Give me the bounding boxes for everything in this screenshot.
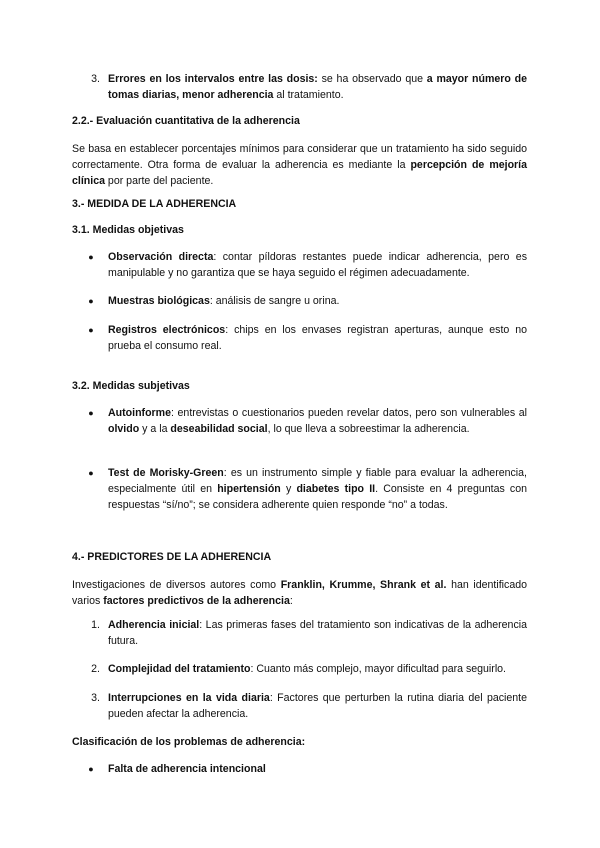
- item-text: : es un instrumento simple y fiable para evaluar la adherencia, especialmente útil en: [108, 467, 527, 495]
- para-text: han identificado varios: [72, 579, 528, 607]
- item-text: : chips en los envases registran aperturas, aunque esto no prueba el consumo real.: [108, 324, 527, 352]
- section-4-heading: 4.- PREDICTORES DE LA ADHERENCIA: [72, 551, 272, 563]
- item-term: Registros electrónicos: [108, 324, 226, 336]
- item-term: Adherencia inicial: [108, 619, 200, 631]
- item-term: Errores en los intervalos entre las dosis:: [108, 73, 318, 85]
- classification-heading: Clasificación de los problemas de adherencia:: [72, 736, 306, 748]
- predictor-item-2: [72, 661, 527, 677]
- section-2-2-heading: 2.2.- Evaluación cuantitativa de la adherencia: [72, 115, 300, 127]
- bullet-item-intencional: [72, 761, 527, 777]
- item-emphasis: hipertensión: [217, 483, 281, 495]
- item-number: 2.: [91, 663, 100, 675]
- item-text-end: , lo que lleva a sobreestimar la adherencia.: [267, 423, 470, 435]
- predictor-item-1: [72, 617, 527, 649]
- item-text: : Factores que perturben la rutina diaria del paciente pueden afectar la adherencia.: [108, 692, 528, 720]
- item-text: y a la: [139, 423, 171, 435]
- item-text: : análisis de sangre u orina.: [209, 295, 340, 307]
- section-3-1-heading: 3.1. Medidas objetivas: [72, 224, 184, 236]
- item-text: se ha observado que: [317, 73, 427, 85]
- numbered-item-3: [72, 71, 527, 103]
- item-term: Complejidad del tratamiento: [108, 663, 251, 675]
- para-text: Investigaciones de diversos autores como: [72, 579, 281, 591]
- item-text: : Las primeras fases del tratamiento son indicativas de la adherencia futura.: [108, 619, 527, 647]
- item-emphasis: deseabilidad social: [170, 423, 268, 435]
- para-emphasis: percepción de mejoría clínica: [72, 159, 527, 187]
- item-emphasis: diabetes tipo II: [296, 483, 376, 495]
- item-number: 1.: [91, 619, 100, 631]
- item-emphasis: a mayor número de tomas diarias, menor adherencia: [108, 73, 527, 101]
- item-number: 3.: [91, 73, 100, 85]
- bullet-item-observacion: [72, 249, 527, 281]
- para-text-end: por parte del paciente.: [104, 175, 214, 187]
- section-3-heading: 3.- MEDIDA DE LA ADHERENCIA: [72, 198, 237, 210]
- predictor-item-3: [72, 690, 527, 722]
- item-term: Interrupciones en la vida diaria: [108, 692, 270, 704]
- bullet-item-registros: [72, 322, 527, 354]
- item-text: : contar píldoras restantes puede indicar adherencia, pero es manipulable y no garantiza que se haya seguido el régimen adecuadamente.: [108, 251, 527, 279]
- para-emphasis: Franklin, Krumme, Shrank et al.: [280, 579, 447, 591]
- item-text: : Cuanto más complejo, mayor dificultad para seguirlo.: [250, 663, 507, 675]
- bullet-icon: ●: [88, 408, 94, 418]
- item-term: Muestras biológicas: [108, 295, 210, 307]
- bullet-icon: ●: [88, 252, 94, 262]
- bullet-item-autoinforme: [72, 405, 527, 437]
- section-3-2-heading: 3.2. Medidas subjetivas: [72, 380, 190, 392]
- item-text: y: [280, 483, 297, 495]
- item-text-end: . Consiste en 4 preguntas con respuestas “sí/no”; se considera adherente quien responde “no” a todas.: [108, 483, 528, 511]
- para-emphasis: factores predictivos de la adherencia: [103, 595, 290, 607]
- item-text-end: al tratamiento.: [273, 89, 344, 101]
- item-term: Test de Morisky-Green: [108, 467, 224, 479]
- item-term: Autoinforme: [108, 407, 171, 419]
- bullet-item-muestras: [72, 293, 527, 309]
- item-emphasis: olvido: [108, 423, 140, 435]
- bullet-icon: ●: [88, 468, 94, 478]
- para-text-end: :: [289, 595, 293, 607]
- item-text: : entrevistas o cuestionarios pueden revelar datos, pero son vulnerables al: [170, 407, 527, 419]
- item-term: Observación directa: [108, 251, 214, 263]
- section-4-paragraph: [72, 577, 527, 609]
- para-text: Se basa en establecer porcentajes mínimos para considerar que un tratamiento ha sido seguido correctamente. Otra forma de evaluar la adherencia es mediante la: [72, 143, 527, 171]
- bullet-item-morisky: [72, 465, 527, 513]
- section-2-2-paragraph: [72, 141, 527, 189]
- bullet-icon: ●: [88, 325, 94, 335]
- bullet-icon: ●: [88, 764, 94, 774]
- item-term: Falta de adherencia intencional: [108, 763, 266, 775]
- bullet-icon: ●: [88, 296, 94, 306]
- item-number: 3.: [91, 692, 100, 704]
